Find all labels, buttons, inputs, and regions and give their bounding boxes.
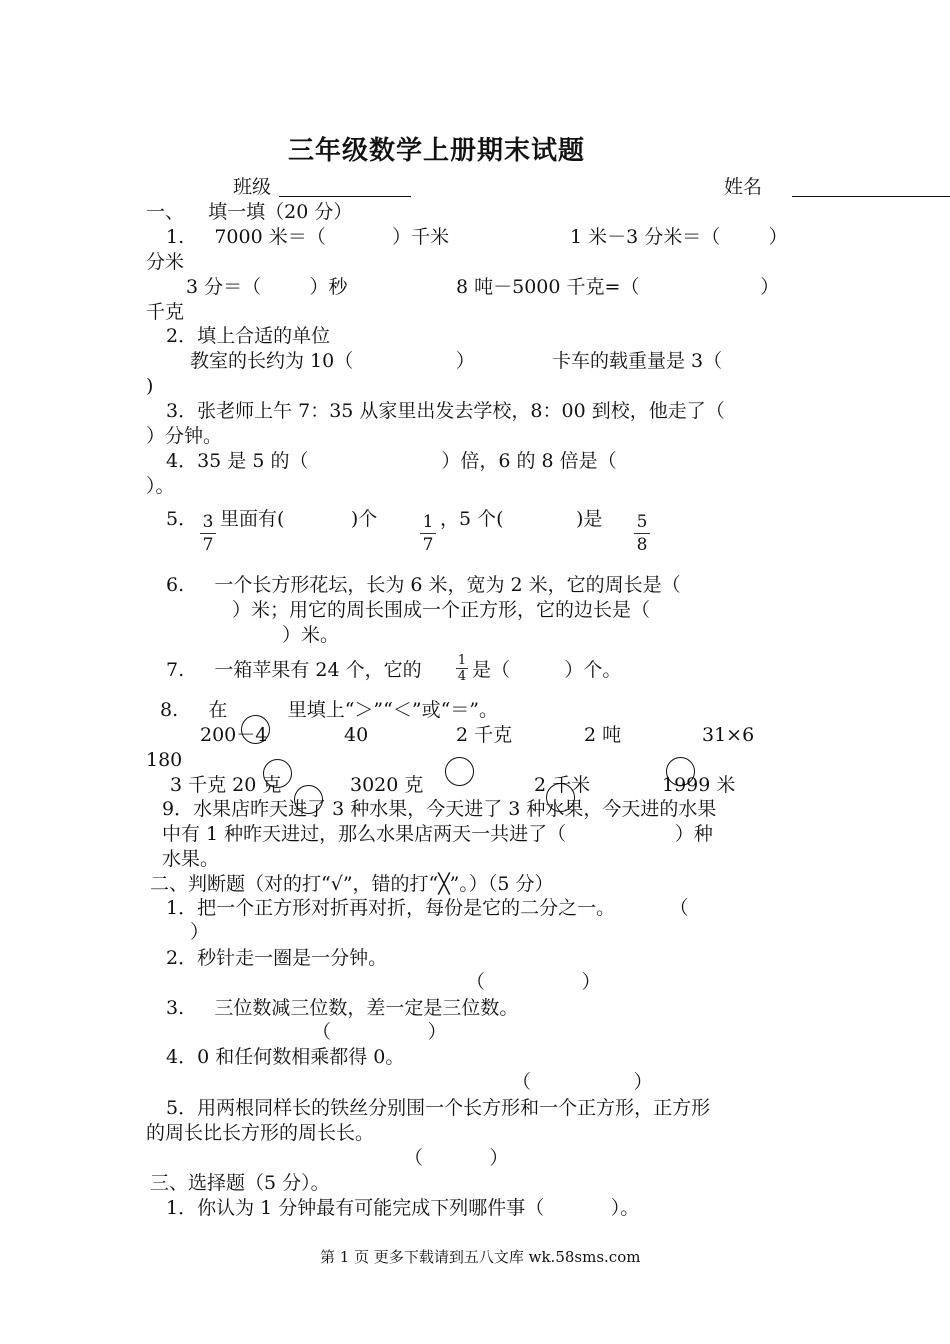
- fraction-bar: [420, 533, 436, 534]
- fraction-bar: [634, 533, 650, 534]
- q1e: 8 吨－5000 千克=（ ）: [456, 276, 780, 298]
- q8-row1-a: 200－4: [200, 724, 268, 746]
- fraction-numerator: 3: [202, 512, 214, 532]
- j3-paren: （ ）: [312, 1021, 447, 1043]
- j5-paren: （ ）: [404, 1147, 509, 1169]
- section1-heading: 一、 填一填（20 分）: [146, 201, 353, 223]
- q1a: 1. 7000 米＝（ ）千米: [166, 226, 450, 248]
- q7a: 7. 一箱苹果有 24 个，它的: [166, 659, 422, 681]
- q9a: 9．水果店昨天进了 3 种水果，今天进了 3 种水果，今天进的水果: [162, 798, 717, 820]
- compare-circle-4[interactable]: [445, 757, 474, 786]
- q8-row1-c: 2 千克: [456, 724, 513, 746]
- j1a: 1．把一个正方形对折再对折，每份是它的二分之一。 （: [166, 897, 689, 919]
- q8-row2-c: 2 千米: [534, 774, 591, 796]
- q5-fraction-1: [200, 512, 216, 555]
- fraction-numerator: 1: [422, 512, 434, 532]
- q8-row1-e: 31×6: [702, 724, 755, 746]
- fraction-denominator: 4: [457, 669, 467, 684]
- j3: 3. 三位数减三位数，差一定是三位数。: [166, 997, 519, 1019]
- j4-paren: （ ）: [512, 1071, 653, 1093]
- q6b: ）米；用它的周长围成一个正方形，它的边长是（: [232, 599, 651, 621]
- q5-fraction-2: [420, 512, 436, 555]
- page-title: 三年级数学上册期末试题: [288, 136, 586, 166]
- class-label: 班级: [233, 176, 272, 198]
- fraction-denominator: 7: [202, 535, 214, 555]
- q1c: 分米: [146, 251, 185, 273]
- j5b: 的周长比长方形的周长长。: [146, 1122, 375, 1144]
- q1b: 1 米－3 分米＝（ ）: [570, 226, 788, 248]
- q7-fraction: [456, 654, 468, 683]
- class-blank: [279, 196, 411, 197]
- q1d: 3 分＝（ ）秒: [186, 276, 348, 298]
- name-blank: [792, 196, 950, 197]
- compare-circle-3[interactable]: [263, 759, 292, 788]
- q2c: ): [146, 375, 154, 397]
- q2: 2．填上合适的单位: [166, 325, 331, 347]
- q8-row1-f: 180: [146, 749, 183, 771]
- q6c: ）米。: [282, 624, 340, 646]
- fraction-numerator: 1: [457, 653, 467, 668]
- section2-heading: 二、判断题（对的打“√”，错的打“╳”。）（5 分）: [150, 873, 554, 895]
- q2a: 教室的长约为 10（ ）: [190, 350, 475, 372]
- q9b: 中有 1 种昨天进过，那么水果店两天一共进了（ ）种: [162, 823, 713, 845]
- j1b: ）: [190, 921, 210, 943]
- q5-text-a: 里面有( )个: [220, 508, 378, 530]
- q5-text-b: ，5 个( )是: [440, 508, 603, 530]
- name-label: 姓名: [724, 176, 763, 198]
- fraction-numerator: 5: [636, 512, 648, 532]
- q8-row1-d: 2 吨: [584, 724, 622, 746]
- c1: 1．你认为 1 分钟最有可能完成下列哪件事（ ）。: [166, 1197, 640, 1219]
- q4b: ）。: [146, 475, 175, 497]
- j4: 4．0 和任何数相乘都得 0。: [166, 1046, 405, 1068]
- page-footer: 第 1 页 更多下载请到五八文库 wk.58sms.com: [320, 1248, 641, 1266]
- q8-row2-d: 1999 米: [662, 774, 736, 796]
- j2: 2．秒针走一圈是一分钟。: [166, 947, 388, 969]
- section3-heading: 三、选择题（5 分）。: [150, 1172, 330, 1194]
- q5-number: 5．: [166, 508, 198, 530]
- j2-paren: （ ）: [466, 971, 601, 993]
- q3b: ）分钟。: [146, 425, 223, 447]
- q3a: 3．张老师上午 7：35 从家里出发去学校，8：00 到校，他走了（: [166, 400, 725, 422]
- q4a: 4．35 是 5 的（ ）倍，6 的 8 倍是（: [166, 450, 617, 472]
- q9c: 水果。: [162, 848, 220, 870]
- fraction-bar: [200, 533, 216, 534]
- fraction-denominator: 7: [422, 535, 434, 555]
- q8: 8. 在 里填上“＞”“＜”或“＝”。: [160, 699, 499, 721]
- q6a: 6. 一个长方形花坛，长为 6 米，宽为 2 米，它的周长是（: [166, 574, 681, 596]
- q8-row2-a: 3 千克 20 克: [170, 774, 282, 796]
- compare-circle-2[interactable]: [666, 757, 695, 786]
- q8-row1-b: 40: [344, 724, 369, 746]
- q8-row2-b: 3020 克: [350, 774, 424, 796]
- j5a: 5．用两根同样长的铁丝分别围一个长方形和一个正方形，正方形: [166, 1097, 711, 1119]
- fraction-denominator: 8: [636, 535, 648, 555]
- q5-fraction-3: [634, 512, 650, 555]
- compare-circle-1[interactable]: [241, 715, 270, 744]
- q7b: 是（ ）个。: [472, 659, 622, 681]
- q2b: 卡车的载重量是 3（: [552, 350, 723, 372]
- q1f: 千克: [146, 301, 185, 323]
